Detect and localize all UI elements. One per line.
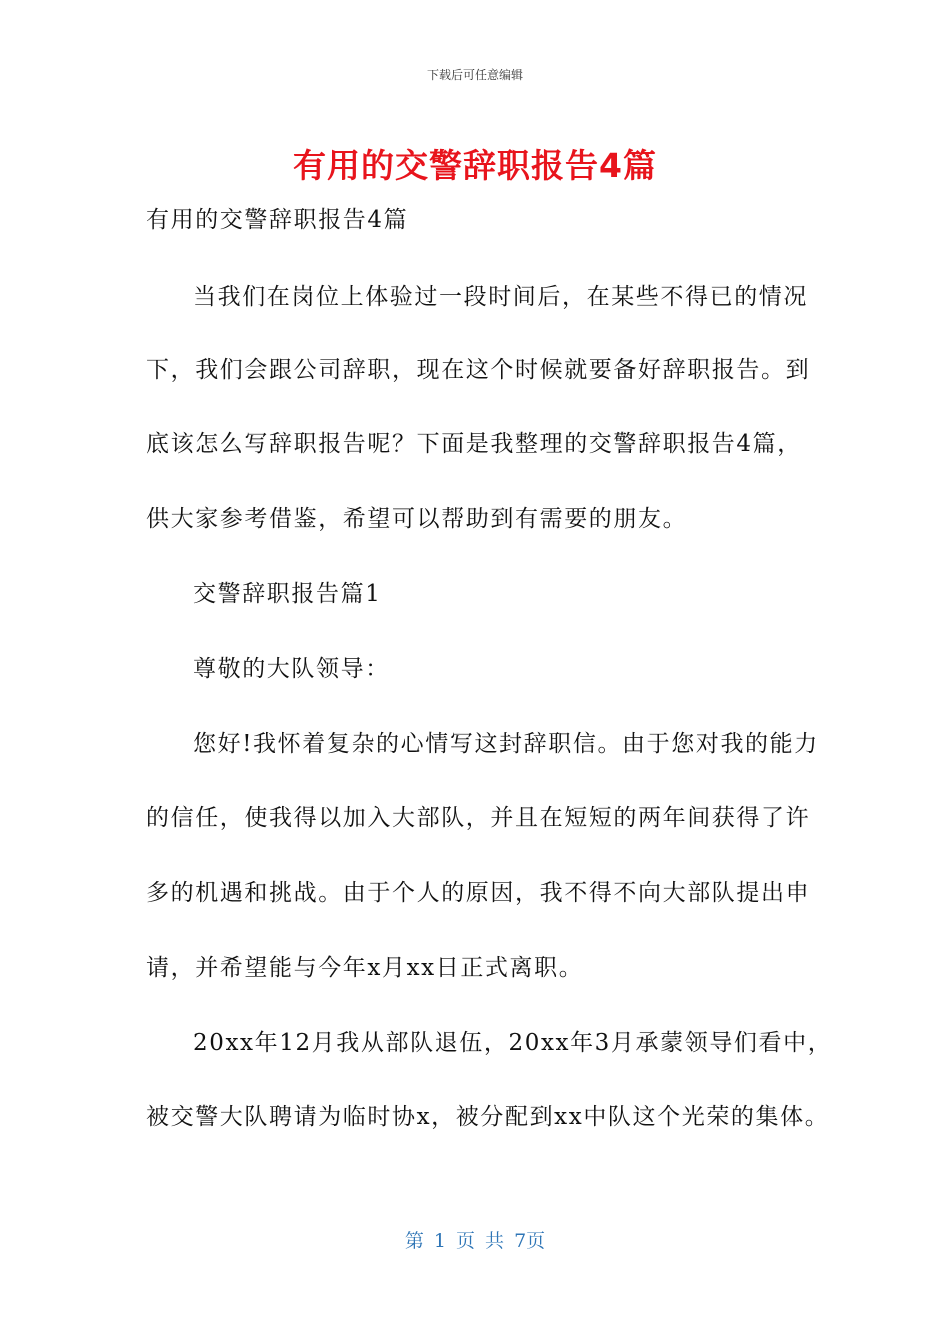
paragraph-line: 的信任，使我得以加入大部队，并且在短短的两年间获得了许 — [146, 805, 811, 831]
paragraph-line: 下，我们会跟公司辞职，现在这个时候就要备好辞职报告。到 — [146, 357, 811, 383]
paragraph-line: 您好!我怀着复杂的心情写这封辞职信。由于您对我的能力 — [193, 731, 819, 757]
salutation: 尊敬的大队领导： — [193, 656, 390, 682]
paragraph-line: 供大家参考借鉴，希望可以帮助到有需要的朋友。 — [146, 506, 688, 532]
document-title: 有用的交警辞职报告4篇 — [293, 146, 657, 185]
paragraph-line: 请，并希望能与今年x月xx日正式离职。 — [146, 955, 584, 981]
paragraph-line: 20xx年12月我从部队退伍，20xx年3月承蒙领导们看中， — [193, 1030, 833, 1056]
section-heading: 交警辞职报告篇1 — [193, 581, 382, 607]
page-number-footer: 第 1 页 共 7页 — [404, 1230, 546, 1252]
paragraph-line: 被交警大队聘请为临时协x，被分配到xx中队这个光荣的集体。 — [146, 1104, 830, 1130]
paragraph-line: 当我们在岗位上体验过一段时间后，在某些不得已的情况 — [193, 284, 808, 310]
paragraph-line: 多的机遇和挑战。由于个人的原因，我不得不向大部队提出申 — [146, 880, 811, 906]
subtitle-line: 有用的交警辞职报告4篇 — [146, 207, 409, 233]
paragraph-line: 底该怎么写辞职报告呢？下面是我整理的交警辞职报告4篇， — [146, 431, 802, 457]
page-header-note: 下载后可任意编辑 — [426, 68, 523, 82]
